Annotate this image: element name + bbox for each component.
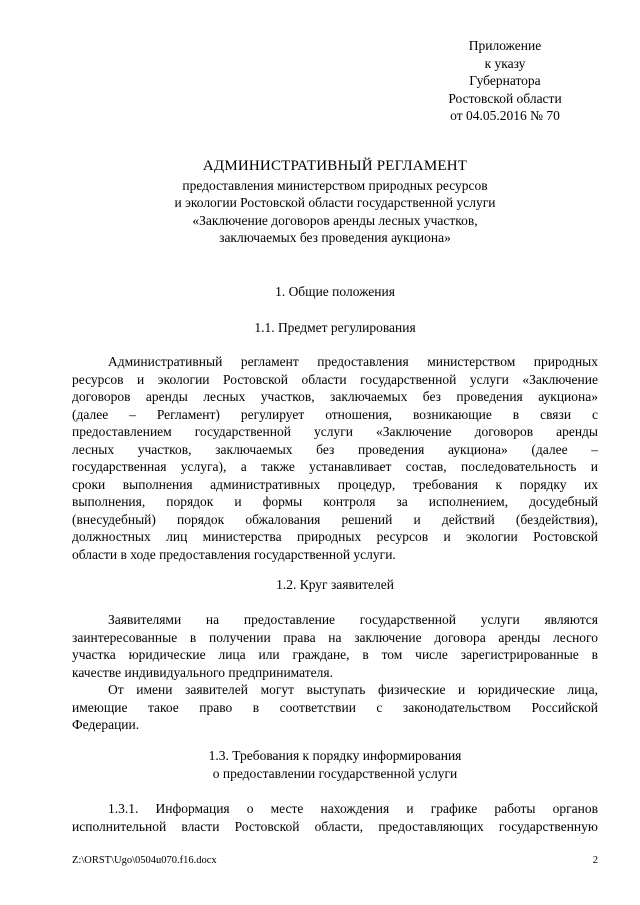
- title-main: АДМИНИСТРАТИВНЫЙ РЕГЛАМЕНТ: [202, 158, 468, 174]
- paragraph-line: ресурсов и экологии Ростовской области государственной услуги «Заключение: [72, 371, 598, 387]
- paragraph-line: имеющие такое право в соответствии с законодательством Российской: [72, 699, 598, 715]
- subsection-heading-text: 1.3. Требования к порядку информирования: [208, 748, 462, 763]
- subsection-heading-text: о предоставлении государственной услуги: [212, 765, 458, 781]
- paragraph-line: сроки выполнения административных процедур, требования к порядку их: [72, 476, 598, 492]
- paragraph-line: выполнения, порядок и формы контроля за исполнением, досудебный: [72, 494, 598, 509]
- footer-file-path: Z:\ORST\Ugo\0504u070.f16.docx: [72, 855, 217, 866]
- paragraph-line: 1.3.1. Информация о месте нахождения и графике работы органов: [108, 801, 598, 816]
- appendix-line: Ростовской области: [448, 90, 562, 106]
- subsection-heading-text: 1.2. Круг заявителей: [276, 577, 394, 592]
- paragraph-line: участка юридические лица или граждане, в том числе зарегистрированные в: [72, 647, 598, 662]
- appendix-line: к указу: [484, 55, 526, 71]
- paragraph-line: От имени заявителей могут выступать физические и юридические лица,: [108, 682, 598, 697]
- title-line: и экологии Ростовской области государственной услуги: [174, 195, 496, 210]
- paragraph-line: договоров аренды лесных участков, заключаемых без проведения аукциона»: [72, 389, 598, 404]
- paragraph-applicants: [72, 611, 598, 734]
- section-heading-text: 1. Общие положения: [275, 284, 395, 299]
- paragraph-line: качестве индивидуального предпринимателя.: [72, 664, 333, 680]
- subsection-heading: [72, 747, 598, 782]
- paragraph-line: области в ходе предоставления государственной услуги.: [72, 546, 396, 562]
- paragraph-information: [72, 800, 598, 835]
- paragraph-line: исполнительной власти Ростовской области, предоставляющих государственную: [72, 818, 598, 834]
- paragraph-line: (внесудебный) порядок обжалования решений и действий (бездействия),: [72, 511, 598, 527]
- paragraph-line: (далее – Регламент) регулирует отношения, возникающие в связи с: [72, 406, 598, 422]
- paragraph-line: Федерации.: [72, 717, 140, 732]
- title-line: заключаемых без проведения аукциона»: [219, 230, 451, 245]
- appendix-block: [405, 37, 605, 125]
- document-title: [72, 158, 598, 247]
- footer-page-number: 2: [592, 855, 598, 866]
- subsection-heading: [72, 576, 598, 594]
- paragraph-line: Заявителями на предоставление государственной услуги являются: [108, 612, 598, 627]
- appendix-line: Губернатора: [469, 73, 541, 88]
- paragraph-line: заинтересованные в получении права на заключение договора аренды лесного: [72, 629, 598, 645]
- subsection-heading: [72, 319, 598, 337]
- paragraph-line: лесных участков, заключаемых без проведения аукциона» (далее –: [72, 441, 598, 457]
- paragraph-line: Административный регламент предоставления министерством природных: [108, 354, 598, 369]
- paragraph-line: предоставлением государственной услуги «Заключение договоров аренды: [72, 424, 598, 439]
- subsection-heading-text: 1.1. Предмет регулирования: [254, 320, 416, 335]
- paragraph-line: должностных лиц министерства природных ресурсов и экологии Ростовской: [72, 529, 598, 544]
- appendix-line: Приложение: [468, 38, 542, 53]
- section-heading: [72, 283, 598, 301]
- title-line: предоставления министерством природных ресурсов: [182, 177, 488, 193]
- appendix-line: от 04.05.2016 № 70: [450, 108, 560, 123]
- paragraph-line: государственная услуга), а также устанавливает состав, последовательность и: [72, 459, 598, 474]
- title-line: «Заключение договоров аренды лесных участков,: [192, 212, 478, 228]
- paragraph-regulation-subject: [72, 353, 598, 563]
